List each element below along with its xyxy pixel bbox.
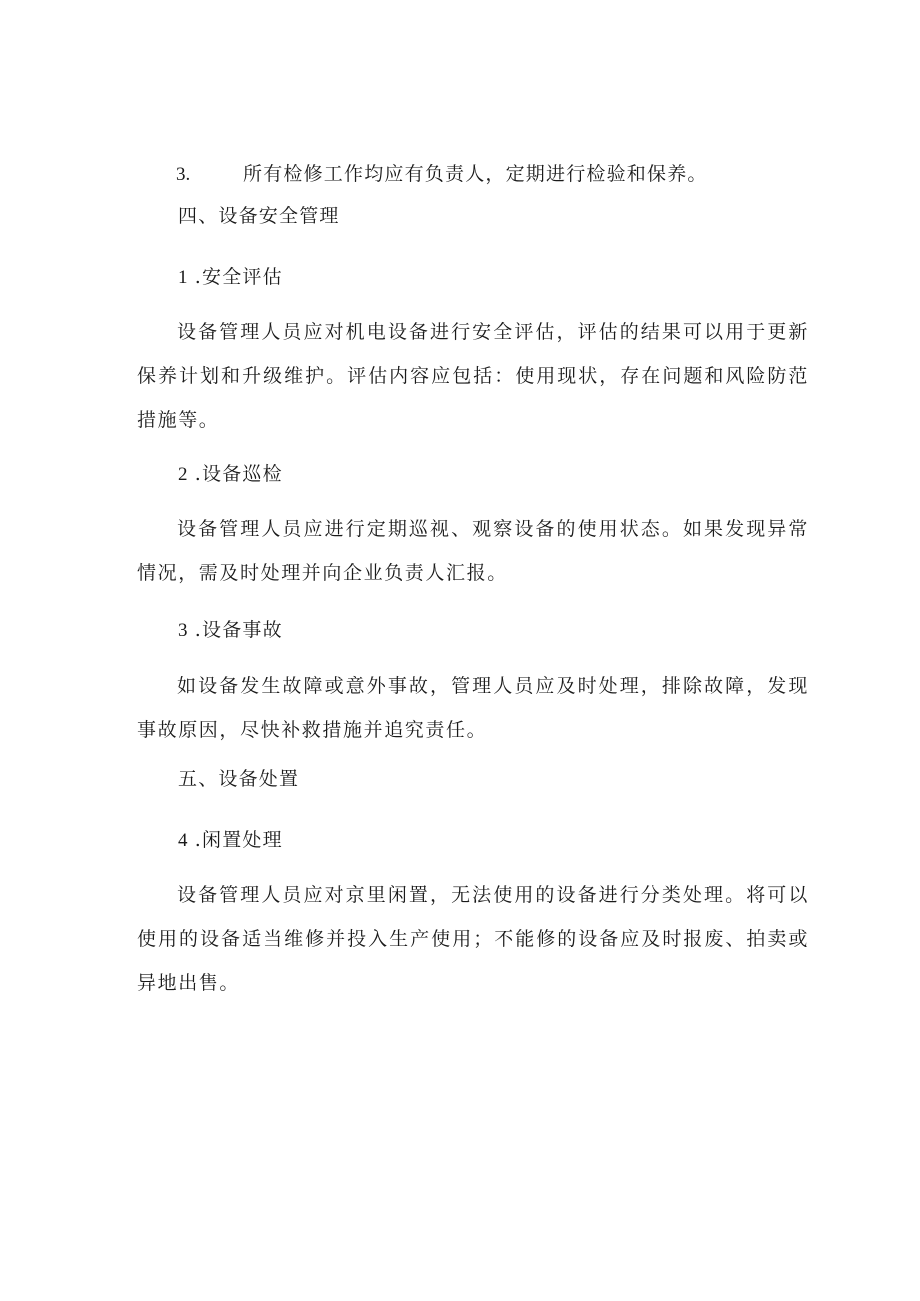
- subheading-number: 2: [178, 464, 188, 485]
- section-heading-5: 五、设备处置: [178, 768, 300, 790]
- paragraph-equipment-accident: 如设备发生故障或意外事故，管理人员应及时处理，排除故障，发现事故原因，尽快补救措施并追究责任。: [137, 675, 809, 741]
- subheading-2: [178, 462, 283, 487]
- paragraph-equipment-inspection: 设备管理人员应进行定期巡视、观察设备的使用状态。如果发现异常情况，需及时处理并向企业负责人汇报。: [137, 518, 809, 584]
- paragraph-safety-assessment: 设备管理人员应对机电设备进行安全评估，评估的结果可以用于更新保养计划和升级维护。评估内容应包括：使用现状，存在问题和风险防范措施等。: [137, 321, 809, 431]
- subheading-number: 1: [178, 267, 188, 288]
- subheading-title: .设备事故: [194, 619, 283, 641]
- subheading-3: [178, 618, 283, 643]
- subheading-4: [178, 828, 283, 853]
- subheading-number: 4: [178, 830, 188, 851]
- paragraph-idle-disposal: 设备管理人员应对京里闲置，无法使用的设备进行分类处理。将可以使用的设备适当维修并投入生产使用；不能修的设备应及时报废、拍卖或异地出售。: [137, 884, 809, 994]
- subheading-1: [178, 265, 283, 290]
- subheading-number: 3: [178, 620, 188, 641]
- subheading-title: .设备巡检: [194, 463, 283, 485]
- list-item-3-text: 所有检修工作均应有负责人，定期进行检验和保养。: [243, 163, 708, 185]
- subheading-title: .闲置处理: [194, 829, 283, 851]
- subheading-title: .安全评估: [194, 266, 283, 288]
- list-item-3: [176, 162, 190, 187]
- list-item-number: 3.: [176, 164, 191, 185]
- section-heading-4: 四、设备安全管理: [178, 205, 340, 227]
